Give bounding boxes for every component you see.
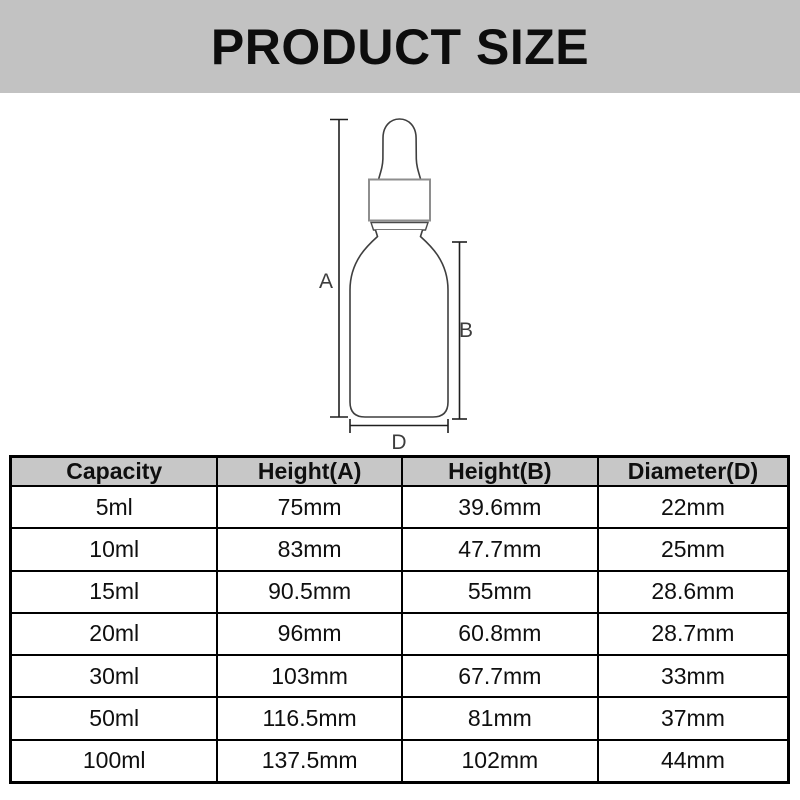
cell-capacity: 20ml — [11, 613, 218, 655]
cell-diameter-d: 28.7mm — [598, 613, 789, 655]
table-row — [11, 528, 789, 570]
cell-height-a: 137.5mm — [217, 740, 401, 783]
dropper-cap-icon — [369, 180, 430, 221]
bottle-neck-ring-icon — [371, 223, 428, 231]
cell-height-a: 116.5mm — [217, 697, 401, 739]
dropper-bulb-icon — [379, 119, 421, 180]
dimension-label-a: A — [318, 270, 334, 293]
page-title: PRODUCT SIZE — [210, 18, 590, 75]
size-table — [9, 455, 790, 784]
cell-capacity: 30ml — [11, 655, 218, 697]
cell-diameter-d: 33mm — [598, 655, 789, 697]
col-header-height-a: Height(A) — [217, 457, 401, 487]
cell-capacity: 10ml — [11, 528, 218, 570]
cell-height-b: 81mm — [402, 697, 598, 739]
cell-capacity: 50ml — [11, 697, 218, 739]
dimension-line-a — [330, 120, 348, 418]
cell-height-b: 55mm — [402, 571, 598, 613]
cell-height-b: 39.6mm — [402, 486, 598, 528]
size-table-container — [9, 455, 790, 784]
table-row — [11, 571, 789, 613]
cell-height-b: 60.8mm — [402, 613, 598, 655]
dimension-label-b: B — [458, 319, 474, 342]
table-row — [11, 697, 789, 739]
col-header-diameter-d: Diameter(D) — [598, 457, 789, 487]
cell-height-b: 67.7mm — [402, 655, 598, 697]
cell-height-a: 103mm — [217, 655, 401, 697]
cell-diameter-d: 22mm — [598, 486, 789, 528]
cell-height-b: 102mm — [402, 740, 598, 783]
cell-diameter-d: 37mm — [598, 697, 789, 739]
table-header-row — [11, 457, 789, 487]
cell-capacity: 15ml — [11, 571, 218, 613]
bottle-body-icon — [350, 230, 448, 417]
table-row — [11, 613, 789, 655]
col-header-capacity: Capacity — [11, 457, 218, 487]
col-header-height-b: Height(B) — [402, 457, 598, 487]
table-row — [11, 486, 789, 528]
table-row — [11, 655, 789, 697]
table-row — [11, 740, 789, 783]
dimension-label-d: D — [391, 431, 407, 454]
cell-height-a: 90.5mm — [217, 571, 401, 613]
cell-diameter-d: 44mm — [598, 740, 789, 783]
cell-diameter-d: 28.6mm — [598, 571, 789, 613]
cell-capacity: 5ml — [11, 486, 218, 528]
cell-capacity: 100ml — [11, 740, 218, 783]
cell-diameter-d: 25mm — [598, 528, 789, 570]
cell-height-a: 75mm — [217, 486, 401, 528]
cell-height-a: 96mm — [217, 613, 401, 655]
cell-height-a: 83mm — [217, 528, 401, 570]
cell-height-b: 47.7mm — [402, 528, 598, 570]
